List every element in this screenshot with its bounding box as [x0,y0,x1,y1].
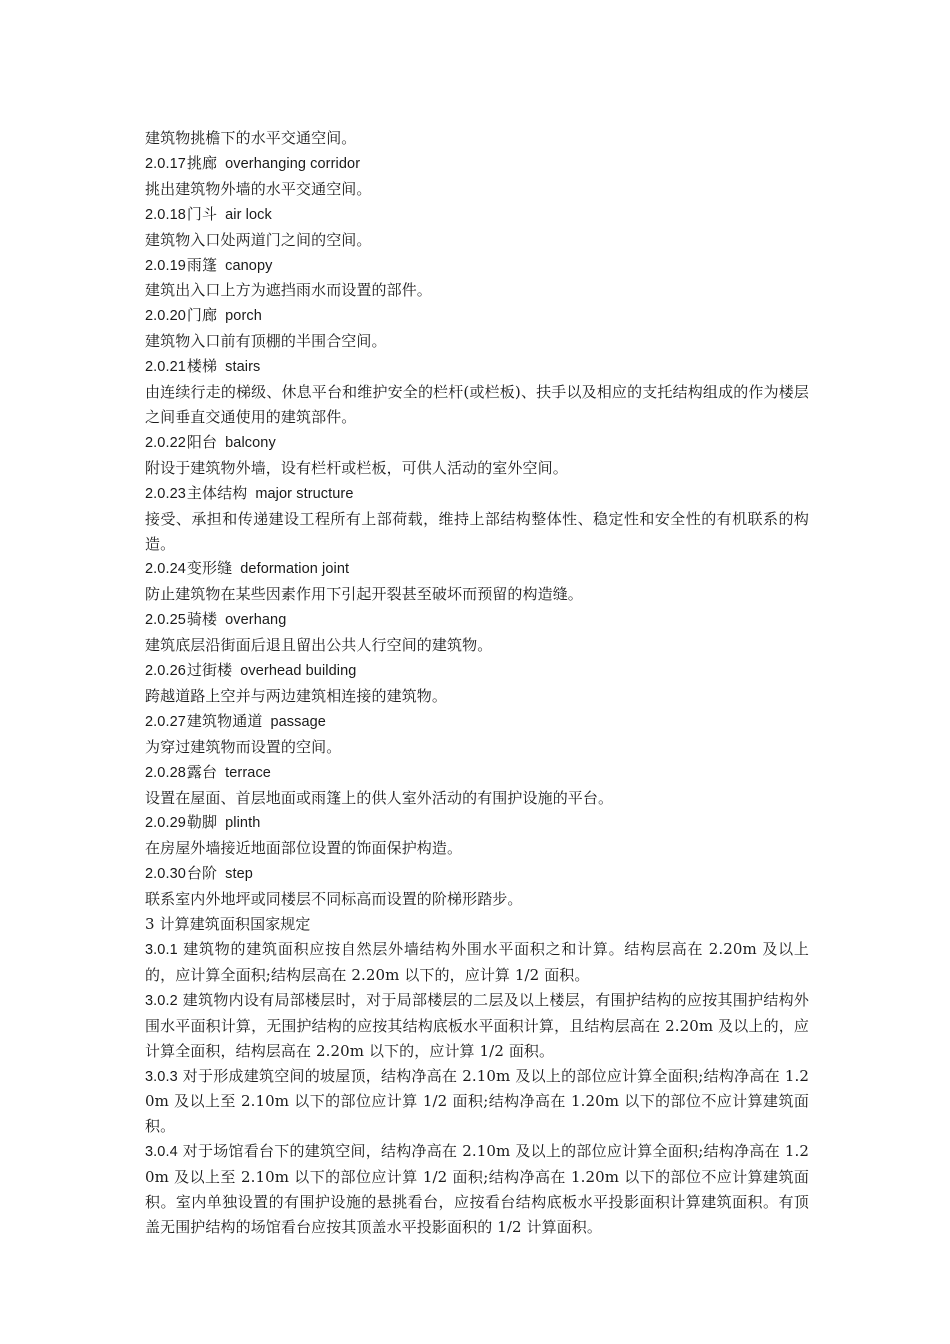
term-heading [145,253,809,279]
term-number: 2.0.28 [145,764,186,781]
term-definition: 挑出建筑物外墙的水平交通空间。 [145,179,372,198]
term-heading [145,709,809,735]
term-english: overhang [225,612,287,629]
term-english: air lock [225,206,272,223]
term-number: 2.0.23 [145,485,186,502]
term-english: porch [225,308,262,325]
term-chinese: 阳台 [186,432,218,451]
term-heading [145,481,809,507]
term-chinese: 变形缝 [186,559,233,578]
term-heading [145,303,809,329]
term-chinese: 骑楼 [186,610,218,629]
term-definition: 建筑底层沿街面后退且留出公共人行空间的建筑物。 [145,636,493,655]
term-heading [145,861,809,887]
clause-text: 建筑物的建筑面积应按自然层外墙结构外围水平面积之和计算。结构层高在 2.20m 及以上的，应计算全面积;结构层高在 2.20m 以下的，应计算 1/2 面积。 [145,940,809,984]
term-definition: 建筑物入口处两道门之间的空间。 [145,230,372,249]
term-heading [145,556,809,582]
term-number: 2.0.22 [145,434,186,451]
term-heading [145,354,809,380]
term-number: 2.0.19 [145,257,186,274]
term-chinese: 雨篷 [186,255,218,274]
term-chinese: 主体结构 [186,483,248,502]
term-chinese: 门廊 [186,306,218,325]
term-number: 2.0.30 [145,866,186,883]
term-english: terrace [225,764,271,781]
term-english: plinth [225,815,261,832]
term-definition: 联系室内外地坪或同楼层不同标高而设置的阶梯形踏步。 [145,890,523,909]
clause-number: 3.0.3 [145,1068,178,1085]
term-number: 2.0.26 [145,663,186,680]
term-definition: 在房屋外墙接近地面部位设置的饰面保护构造。 [145,839,463,858]
term-heading [145,607,809,633]
clause-text: 建筑物内设有局部楼层时，对于局部楼层的二层及以上楼层，有围护结构的应按其围护结构外围水平面积计算，无围护结构的应按其结构底板水平面积计算，且结构层高在 2.20m 及以上的，应计算全面积，结构层高在 2.20m 以下的，应计算 1/2 面积。 [145,990,809,1060]
term-number: 2.0.25 [145,612,186,629]
clause-paragraph [145,1064,809,1140]
term-number: 2.0.29 [145,815,186,832]
term-heading [145,430,809,456]
clause-text: 对于场馆看台下的建筑空间，结构净高在 2.10m 及以上的部位应计算全面积;结构净高在 1.20m 及以上至 2.10m 以下的部位应计算 1/2 面积;结构净高在 1.20m 以下的部位不应计算建筑面积。室内单独设置的有围护设施的悬挑看台，应按看台结构底板水平投影面积计算建筑面积。有顶盖无围护结构的场馆看台应按其顶盖水平投影面积的 1/2 计算面积。 [145,1142,809,1236]
term-number: 2.0.21 [145,359,186,376]
term-definition: 跨越道路上空并与两边建筑相连接的建筑物。 [145,686,448,705]
clause-paragraph [145,937,809,988]
term-list [145,151,809,912]
term-chinese: 楼梯 [186,357,218,376]
term-heading [145,760,809,786]
term-chinese: 露台 [186,762,218,781]
term-chinese: 勒脚 [186,813,218,832]
term-definition: 附设于建筑物外墙，设有栏杆或栏板，可供人活动的室外空间。 [145,458,568,477]
term-english: overhead building [240,663,357,680]
clause-paragraph [145,1139,809,1240]
clause-paragraph [145,988,809,1064]
term-english: stairs [225,359,261,376]
clause-number: 3.0.2 [145,992,178,1009]
term-number: 2.0.18 [145,206,186,223]
term-number: 2.0.24 [145,561,186,578]
term-english: major structure [255,485,354,502]
term-chinese: 门斗 [186,204,218,223]
term-chinese: 台阶 [186,864,218,883]
term-english: canopy [225,257,273,274]
term-english: deformation joint [240,561,350,578]
clause-number: 3.0.1 [145,942,178,958]
term-definition: 建筑出入口上方为遮挡雨水而设置的部件。 [145,281,432,300]
term-english: step [225,866,253,883]
term-chinese: 挑廊 [186,153,218,172]
term-definition: 由连续行走的梯级、休息平台和维护安全的栏杆(或栏板)、扶手以及相应的支托结构组成的作为楼层之间垂直交通使用的建筑部件。 [145,383,809,426]
clause-number: 3.0.4 [145,1144,178,1161]
term-english: overhanging corridor [225,155,361,172]
term-number: 2.0.27 [145,713,186,730]
term-definition: 设置在屋面、首层地面或雨篷上的供人室外活动的有围护设施的平台。 [145,788,614,807]
document-page [145,126,809,1240]
section-title: 3 计算建筑面积国家规定 [145,915,311,934]
term-heading [145,658,809,684]
term-heading [145,151,809,177]
clause-list [145,937,809,1240]
term-definition: 接受、承担和传递建设工程所有上部荷载，维持上部结构整体性、稳定性和安全性的有机联系的构造。 [145,509,809,553]
term-definition: 为穿过建筑物而设置的空间。 [145,737,342,756]
term-heading [145,810,809,836]
term-english: balcony [225,434,276,451]
term-number: 2.0.20 [145,308,186,325]
term-definition: 建筑物入口前有顶棚的半围合空间。 [145,332,387,351]
term-chinese: 过街楼 [186,661,233,680]
term-chinese: 建筑物通道 [186,711,263,730]
term-number: 2.0.17 [145,155,186,172]
clause-text: 对于形成建筑空间的坡屋顶，结构净高在 2.10m 及以上的部位应计算全面积;结构净高在 1.20m 及以上至 2.10m 以下的部位应计算 1/2 面积;结构净高在 1.20m 以下的部位不应计算建筑面积。 [145,1066,809,1136]
term-heading [145,202,809,228]
intro-definition: 建筑物挑檐下的水平交通空间。 [145,129,357,147]
term-english: passage [270,713,326,730]
term-definition: 防止建筑物在某些因素作用下引起开裂甚至破坏而预留的构造缝。 [145,585,583,604]
